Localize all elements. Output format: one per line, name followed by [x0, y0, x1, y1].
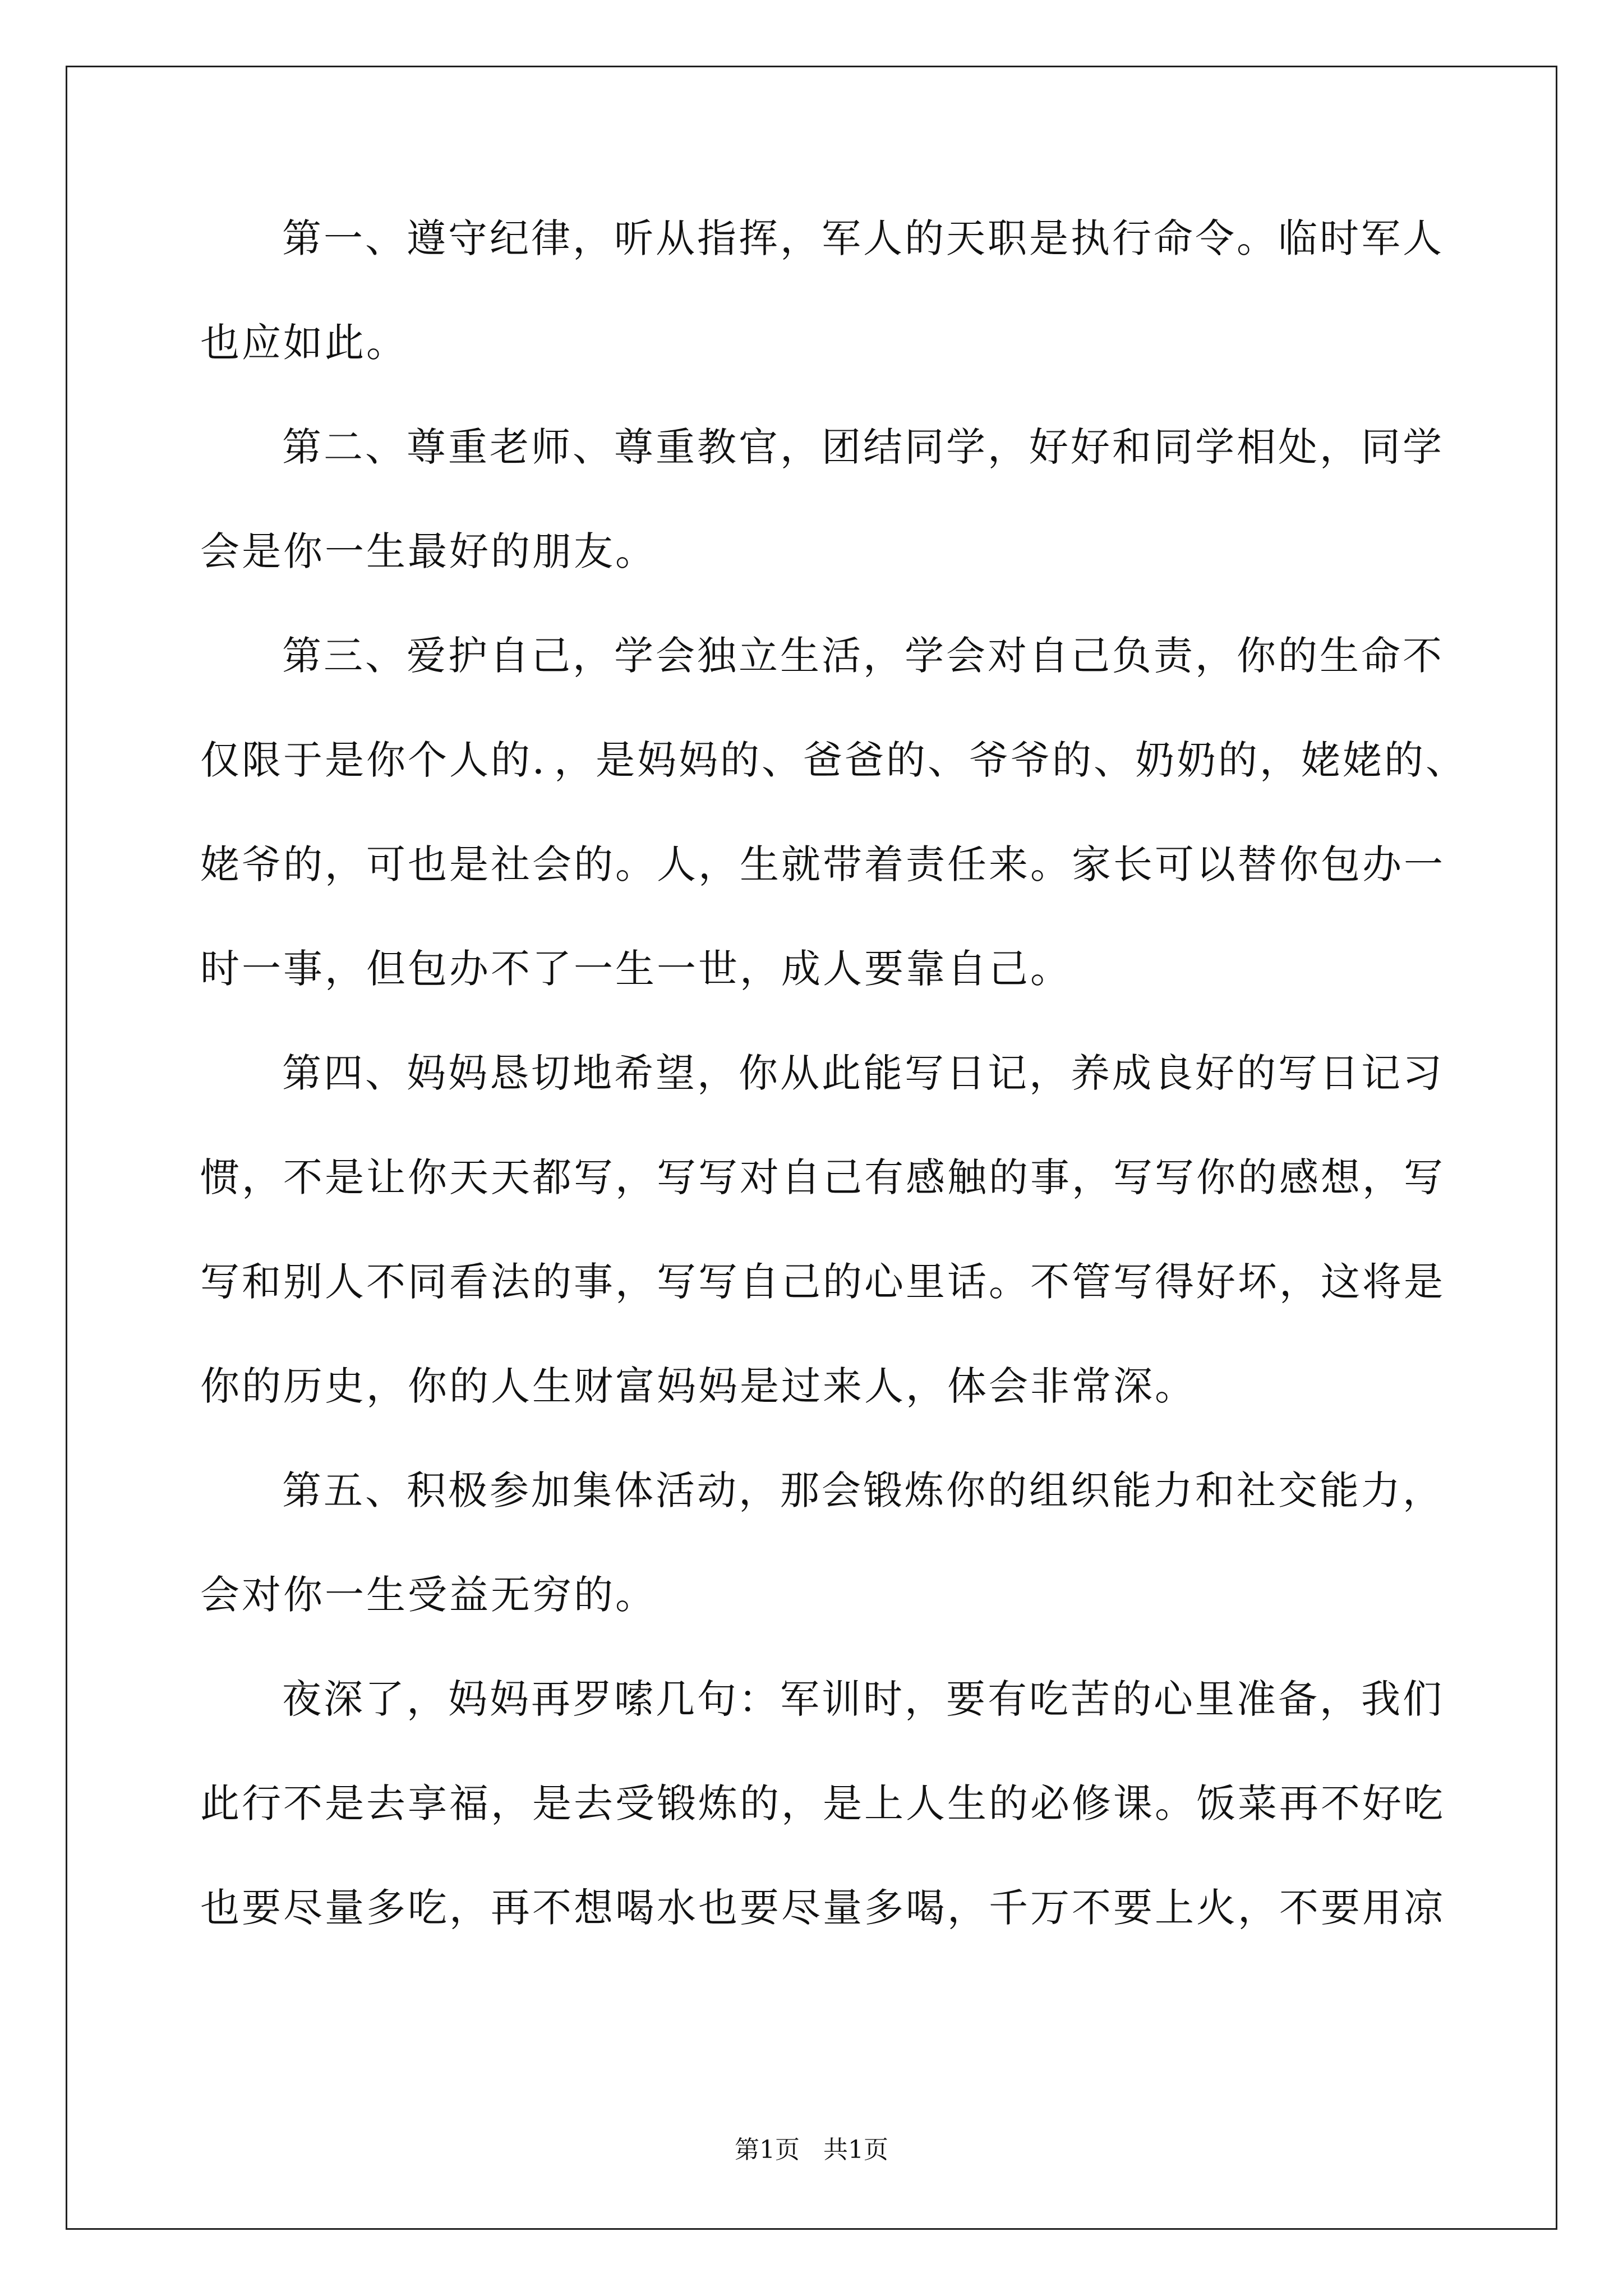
paragraph-line: 夜深了，妈妈再罗嗦几句：军训时，要有吃苦的心里准备，我们: [282, 1676, 1444, 1722]
paragraph-line: 第一、遵守纪律，听从指挥，军人的天职是执行命令。临时军人: [282, 215, 1444, 261]
paragraph-line: 写和别人不同看法的事，写写自己的心里话。不管写得好坏，这将是: [200, 1259, 1445, 1305]
paragraph-line: 也应如此。: [200, 320, 408, 366]
paragraph-line: 第二、尊重老师、尊重教官，团结同学，好好和同学相处，同学: [282, 424, 1444, 470]
paragraph-line: 时一事，但包办不了一生一世，成人要靠自己。: [200, 946, 1072, 992]
paragraph-line: 也要尽量多吃，再不想喝水也要尽量多喝，千万不要上火，不要用凉: [200, 1885, 1445, 1931]
paragraph-line: 会对你一生受益无穷的。: [200, 1572, 657, 1618]
paragraph-line: 仅限于是你个人的．，是妈妈的、爸爸的、爷爷的、奶奶的，姥姥的、: [200, 737, 1467, 783]
page-footer: 第1页 共1页: [735, 2136, 888, 2164]
paragraph-line: 会是你一生最好的朋友。: [200, 528, 657, 574]
paragraph-line: 惯，不是让你天天都写，写写对自己有感触的事，写写你的感想，写: [200, 1154, 1445, 1200]
paragraph-line: 此行不是去享福，是去受锻炼的，是上人生的必修课。饭菜再不好吃: [200, 1780, 1445, 1826]
paragraph-line: 姥爷的，可也是社会的。人，生就带着责任来。家长可以替你包办一: [200, 841, 1445, 887]
paragraph-line: 第五、积极参加集体活动，那会锻炼你的组织能力和社交能力，: [282, 1467, 1444, 1513]
paragraph-line: 第四、妈妈恳切地希望，你从此能写日记，养成良好的写日记习: [282, 1050, 1444, 1096]
paragraph-line: 你的历史，你的人生财富妈妈是过来人，体会非常深。: [200, 1363, 1196, 1409]
paragraph-line: 第三、爱护自己，学会独立生活，学会对自己负责，你的生命不: [282, 633, 1444, 679]
